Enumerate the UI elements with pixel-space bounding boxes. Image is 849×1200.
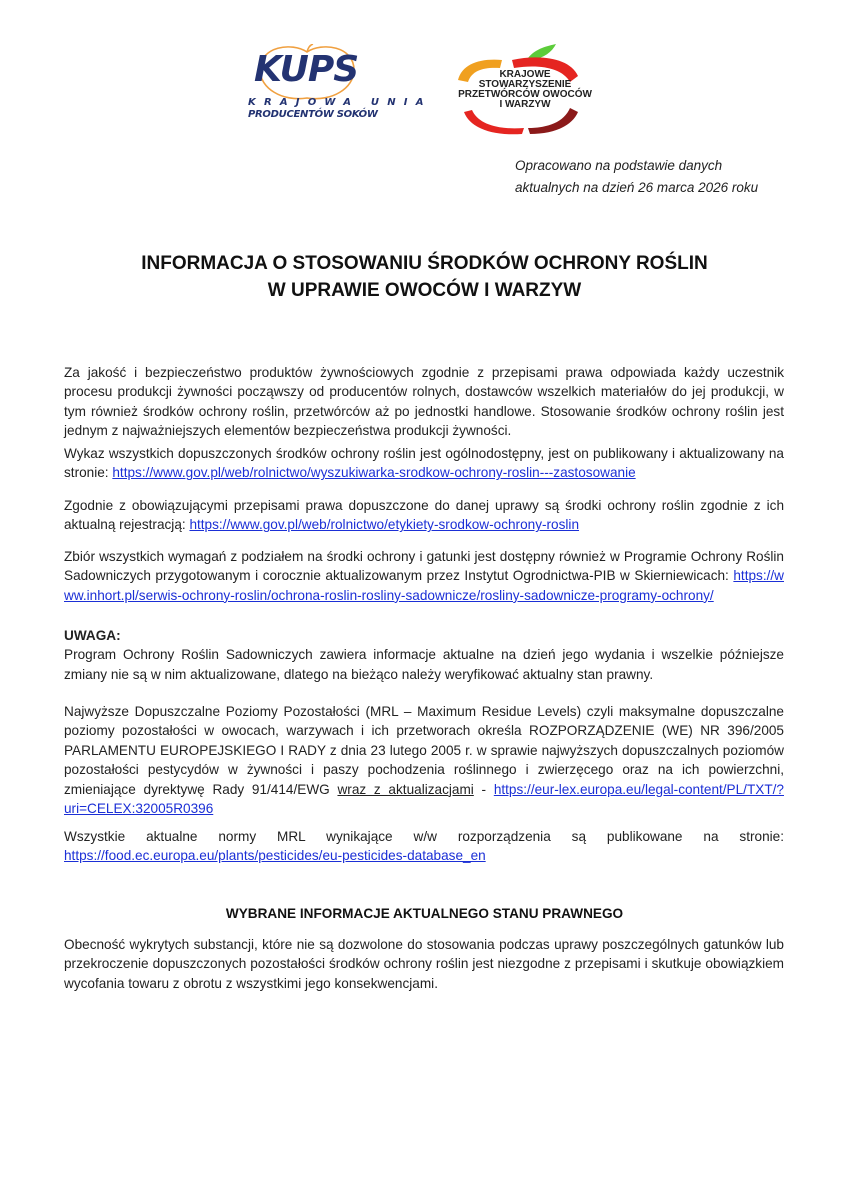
- link-gov-labels[interactable]: https://www.gov.pl/web/rolnictwo/etykiety-srodkow-ochrony-roslin: [189, 517, 580, 533]
- paragraph-mrl-database-text: Wszystkie aktualne normy MRL wynikające w/w rozporządzenia są publikowane na stronie:: [64, 829, 784, 844]
- kspow-line-1: KRAJOWE: [499, 69, 551, 80]
- kspow-line-4: I WARZYW: [499, 99, 551, 110]
- paragraph-registry: [64, 444, 784, 483]
- paragraph-mrl-database: [64, 827, 784, 866]
- kspow-logo-text: [440, 70, 610, 110]
- link-gov-search[interactable]: https://www.gov.pl/web/rolnictwo/wyszukiwarka-srodkow-ochrony-roslin---zastosowanie: [112, 465, 636, 481]
- paragraph-mrl: [64, 702, 784, 818]
- paragraph-registration-text: Zgodnie z obowiązującymi przepisami prawa dopuszczone do danej uprawy są środki ochrony roślin zgodnie z ich aktualną rejestracją:: [64, 498, 784, 533]
- paragraph-program: [64, 547, 784, 605]
- paragraph-program-text: Zbiór wszystkich wymagań z podziałem na środki ochrony i gatunki jest dostępny również w Programie Ochrony Roślin Sadowniczych przygotowanym i corocznie aktualizowanym przez Instytut Ogrodnictwa-PIB w Skierniewicach:: [64, 549, 784, 584]
- link-eur-lex[interactable]: https://eur-lex.europa.eu/legal-content/PL/TXT/?uri=CELEX:32005R0396: [64, 781, 784, 817]
- paragraph-responsibility: Za jakość i bezpieczeństwo produktów żywnościowych zgodnie z przepisami prawa odpowiada każdy uczestnik procesu produkcji żywności począwszy od producentów rolnych, dostawców wszelkich materiałów do jej produkcji, w tym również środków ochrony roślin, przetwórców aż po jednostki handlowe. Stosowanie środków ochrony roślin jest jednym z najważniejszych elementów bezpieczeństwa produkcji żywności.: [64, 365, 784, 439]
- warning-text: Program Ochrony Roślin Sadowniczych zawiera informacje aktualne na dzień jego wydania i wszelkie późniejsze zmiany nie są w nim aktualizowane, dlatego na bieżąco należy weryfikować aktualny stan prawny.: [64, 647, 784, 682]
- title-line2: W UPRAWIE OWOCÓW I WARZYW: [267, 280, 582, 301]
- link-inhort[interactable]: https://www.inhort.pl/serwis-ochrony-roslin/ochrona-roslin-rosliny-sadownicze/rosliny-sadownicze-programy-ochrony/: [64, 568, 784, 603]
- kups-logo: [246, 42, 432, 128]
- warning-label: UWAGA:: [64, 628, 121, 643]
- kspow-logo: [440, 42, 610, 138]
- kups-wordmark: KUPS: [254, 49, 359, 90]
- link-eu-pesticides-db[interactable]: https://food.ec.europa.eu/plants/pesticides/eu-pesticides-database_en: [64, 848, 486, 864]
- kups-subtitle-line1: KRAJOWA UNIA: [248, 97, 432, 108]
- kups-subtitle-line2: PRODUCENTÓW SOKÓW: [248, 109, 378, 120]
- paragraph-registry-text: Wykaz wszystkich dopuszczonych środków ochrony roślin jest ogólnodostępny, jest on publikowany i aktualizowany na stronie:: [64, 446, 784, 481]
- section-heading: WYBRANE INFORMACJE AKTUALNEGO STANU PRAWNEGO: [225, 906, 624, 921]
- kspow-line-3: PRZETWÓRCÓW OWOCÓW: [458, 89, 592, 100]
- kspow-line-2: STOWARZYSZENIE: [478, 79, 572, 90]
- title-line1: INFORMACJA O STOSOWANIU ŚRODKÓW OCHRONY ROŚLIN: [141, 253, 708, 274]
- date-note-line2: aktualnych na dzień 26 marca 2026 roku: [515, 180, 759, 195]
- section-paragraph: Obecność wykrytych substancji, które nie są dozwolone do stosowania podczas uprawy poszczególnych gatunków lub przekroczenie dopuszczonych pozostałości środków ochrony roślin jest niezgodne z przepisami i skutkuje obowiązkiem wycofania towaru z obrotu z wszystkimi jego konsekwencjami.: [64, 937, 784, 991]
- warning-block: [64, 626, 784, 684]
- mrl-updates-underlined: wraz z aktualizacjami: [337, 781, 474, 797]
- paragraph-registration: [64, 496, 784, 535]
- date-note: [515, 155, 815, 199]
- date-note-line1: Opracowano na podstawie danych: [515, 158, 723, 173]
- page-title: [60, 250, 789, 304]
- paragraph-mrl-text: Najwyższe Dopuszczalne Poziomy Pozostałości (MRL – Maximum Residue Levels) czyli maksymalne dopuszczalne poziomy pozostałości w owocach, warzywach i ich przetworach określa ROZPORZĄDZENIE (WE) NR 396/2005 PARLAMENTU EUROPEJSKIEGO I RADY z dnia 23 lutego 2005 r. w sprawie najwyższych dopuszczalnych poziomów pozostałości pestycydów w żywności i paszy pochodzenia roślinnego i zwierzęcego oraz na ich powierzchni, zmieniające dyrektywę Rady 91/414/EWG: [64, 704, 784, 797]
- mrl-dash: -: [473, 781, 494, 797]
